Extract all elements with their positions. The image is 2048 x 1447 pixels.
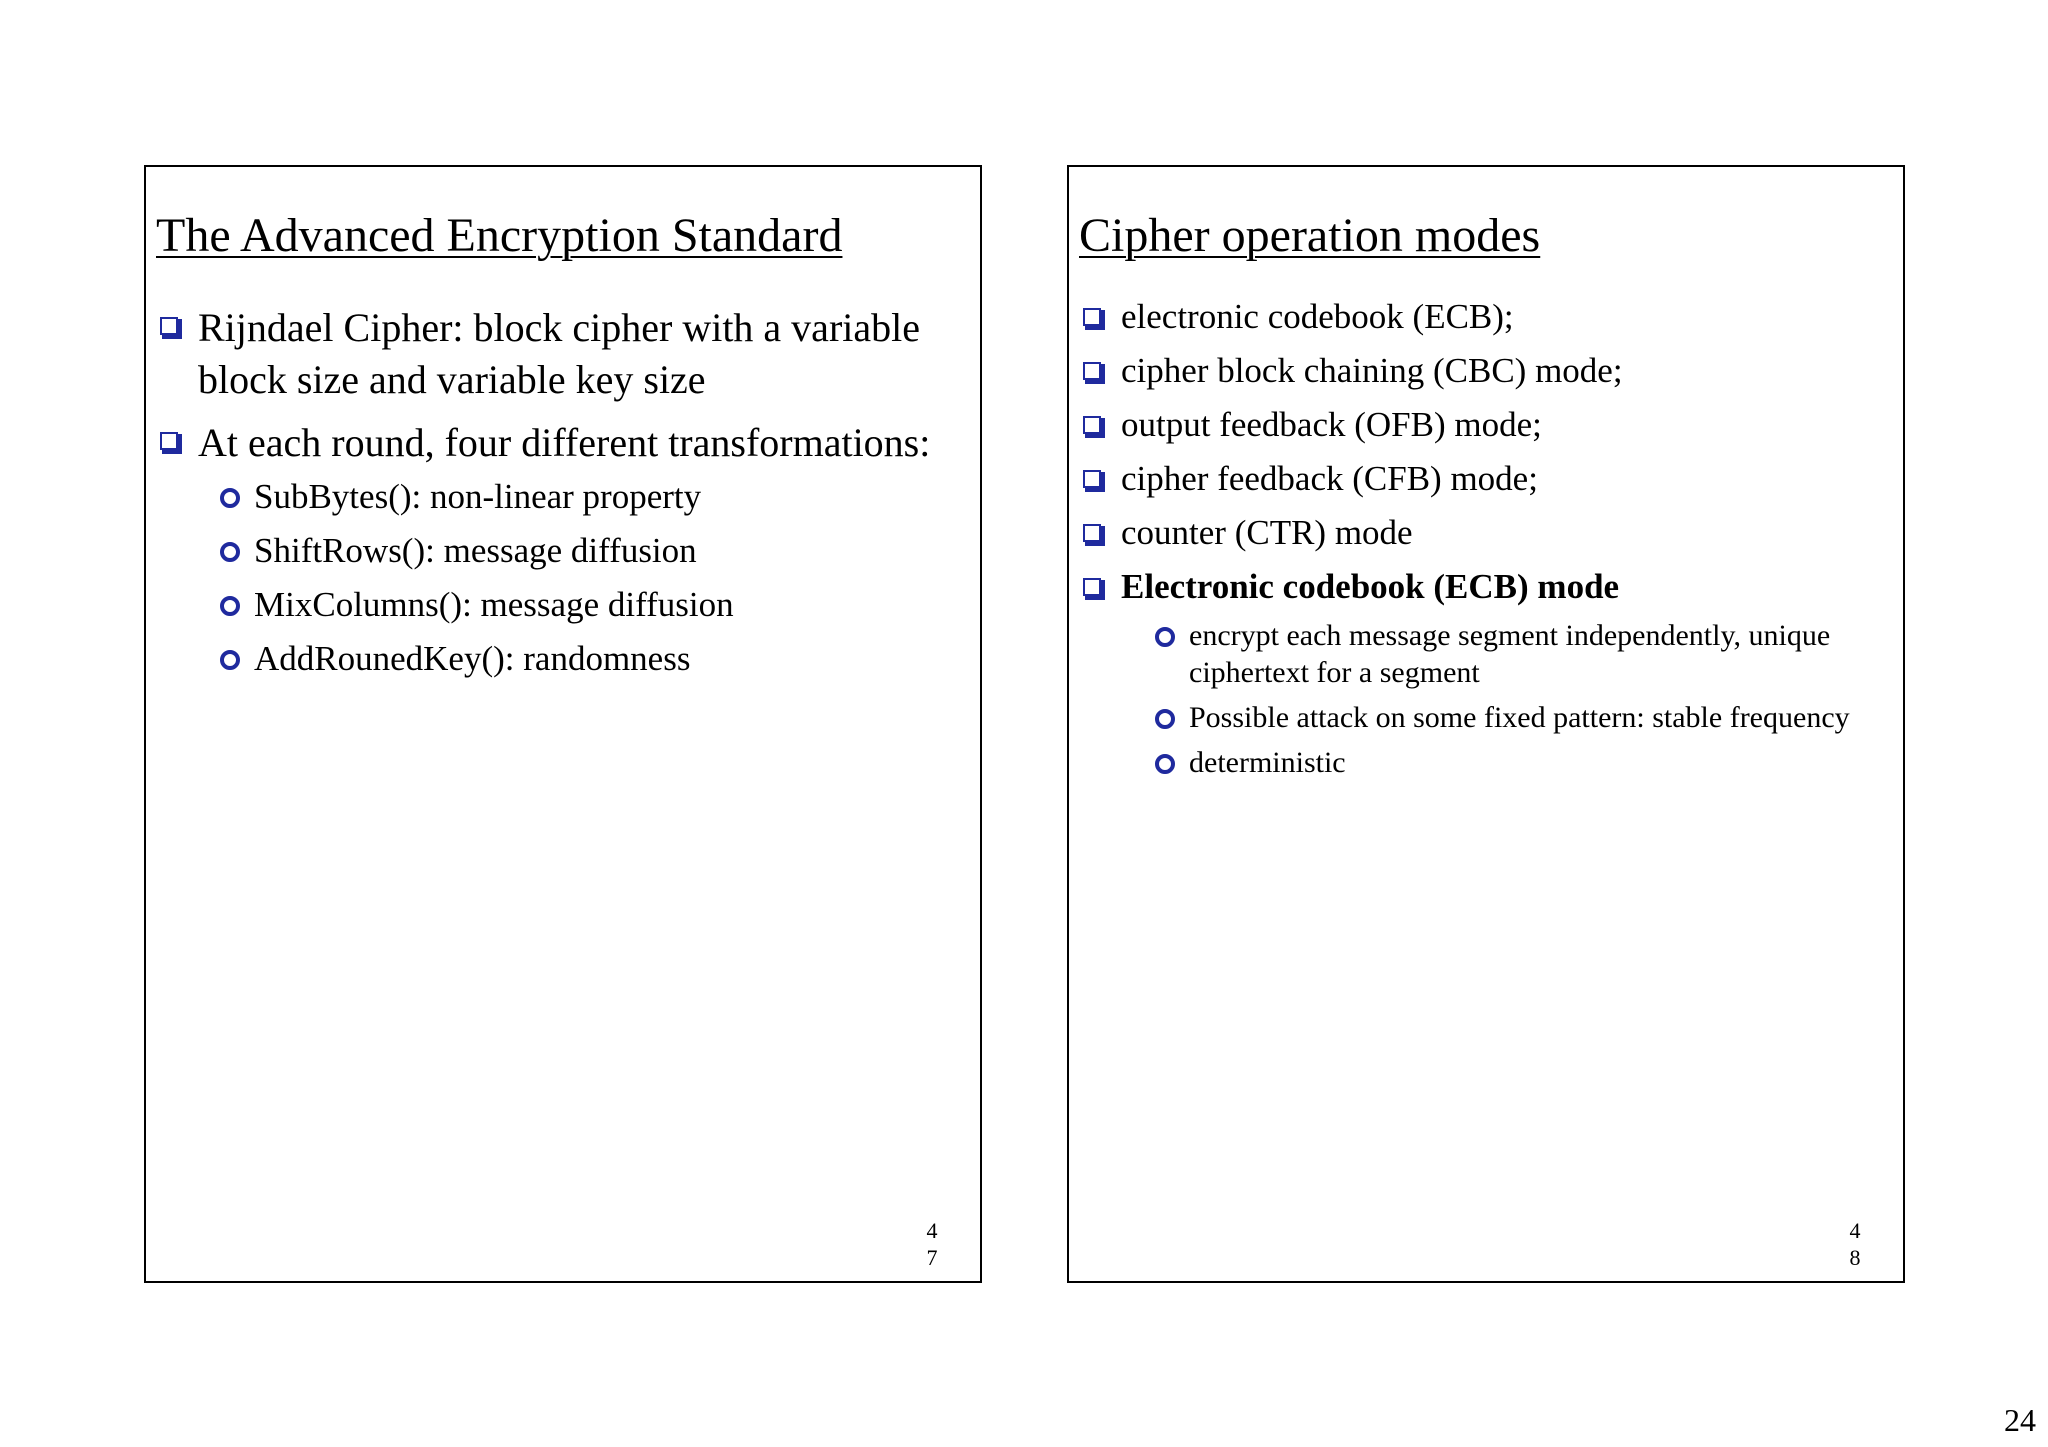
sub-bullet-text: Possible attack on some fixed pattern: stable frequency (1189, 701, 1850, 734)
slide-number (922, 1217, 942, 1271)
square-bullet-icon (160, 432, 178, 450)
sub-list-item (206, 475, 960, 519)
bullet-text: cipher block chaining (CBC) mode; (1121, 351, 1623, 390)
circle-bullet-icon (220, 488, 240, 508)
square-bullet-icon (1083, 470, 1101, 488)
square-bullet-icon (1083, 308, 1101, 326)
list-item (1079, 349, 1883, 393)
list-item (1079, 295, 1883, 339)
list-item (156, 417, 960, 681)
list-item (1079, 511, 1883, 555)
square-bullet-icon (1083, 362, 1101, 380)
sub-bullet-text: MixColumns(): message diffusion (254, 585, 734, 624)
list-item (156, 302, 960, 406)
sub-list-item (1141, 699, 1883, 736)
list-item (1079, 403, 1883, 447)
slide-number-digit: 4 (926, 1218, 938, 1243)
sub-list-item (206, 637, 960, 681)
bullet-text: At each round, four different transformations: (198, 420, 931, 465)
sub-bullet-list (1121, 617, 1883, 781)
circle-bullet-icon (220, 542, 240, 562)
page-number: 24 (2004, 1402, 2036, 1438)
circle-bullet-icon (1155, 754, 1175, 774)
sub-list-item (1141, 744, 1883, 781)
list-item (1079, 565, 1883, 781)
sub-bullet-text: ShiftRows(): message diffusion (254, 531, 697, 570)
bullet-list (156, 302, 960, 692)
square-bullet-icon (1083, 416, 1101, 434)
slide-number-digit: 7 (926, 1245, 938, 1270)
slide-number (1845, 1217, 1865, 1271)
bullet-text: output feedback (OFB) mode; (1121, 405, 1542, 444)
bullet-list (1079, 295, 1883, 791)
square-bullet-icon (1083, 578, 1101, 596)
sub-bullet-text: SubBytes(): non-linear property (254, 477, 702, 516)
bullet-text: electronic codebook (ECB); (1121, 297, 1514, 336)
sub-list-item (1141, 617, 1883, 691)
sub-list-item (206, 583, 960, 627)
slide-cipher-modes (1067, 165, 1905, 1283)
circle-bullet-icon (220, 596, 240, 616)
slide-aes (144, 165, 982, 1283)
sub-bullet-list (198, 475, 960, 681)
square-bullet-icon (1083, 524, 1101, 542)
slide-title: Cipher operation modes (1079, 209, 1541, 262)
bullet-text: counter (CTR) mode (1121, 513, 1413, 552)
sub-list-item (206, 529, 960, 573)
sub-bullet-text: AddRounedKey(): randomness (254, 639, 691, 678)
bullet-text: Rijndael Cipher: block cipher with a variable block size and variable key size (198, 305, 920, 402)
sub-bullet-text: deterministic (1189, 746, 1346, 779)
slide-title: The Advanced Encryption Standard (156, 209, 843, 262)
circle-bullet-icon (1155, 709, 1175, 729)
list-item (1079, 457, 1883, 501)
circle-bullet-icon (220, 650, 240, 670)
bullet-text: Electronic codebook (ECB) mode (1121, 567, 1620, 606)
square-bullet-icon (160, 317, 178, 335)
circle-bullet-icon (1155, 627, 1175, 647)
slide-number-digit: 4 (1849, 1218, 1861, 1243)
sub-bullet-text: encrypt each message segment independently, unique ciphertext for a segment (1189, 619, 1831, 689)
bullet-text: cipher feedback (CFB) mode; (1121, 459, 1538, 498)
slide-number-digit: 8 (1849, 1245, 1861, 1270)
